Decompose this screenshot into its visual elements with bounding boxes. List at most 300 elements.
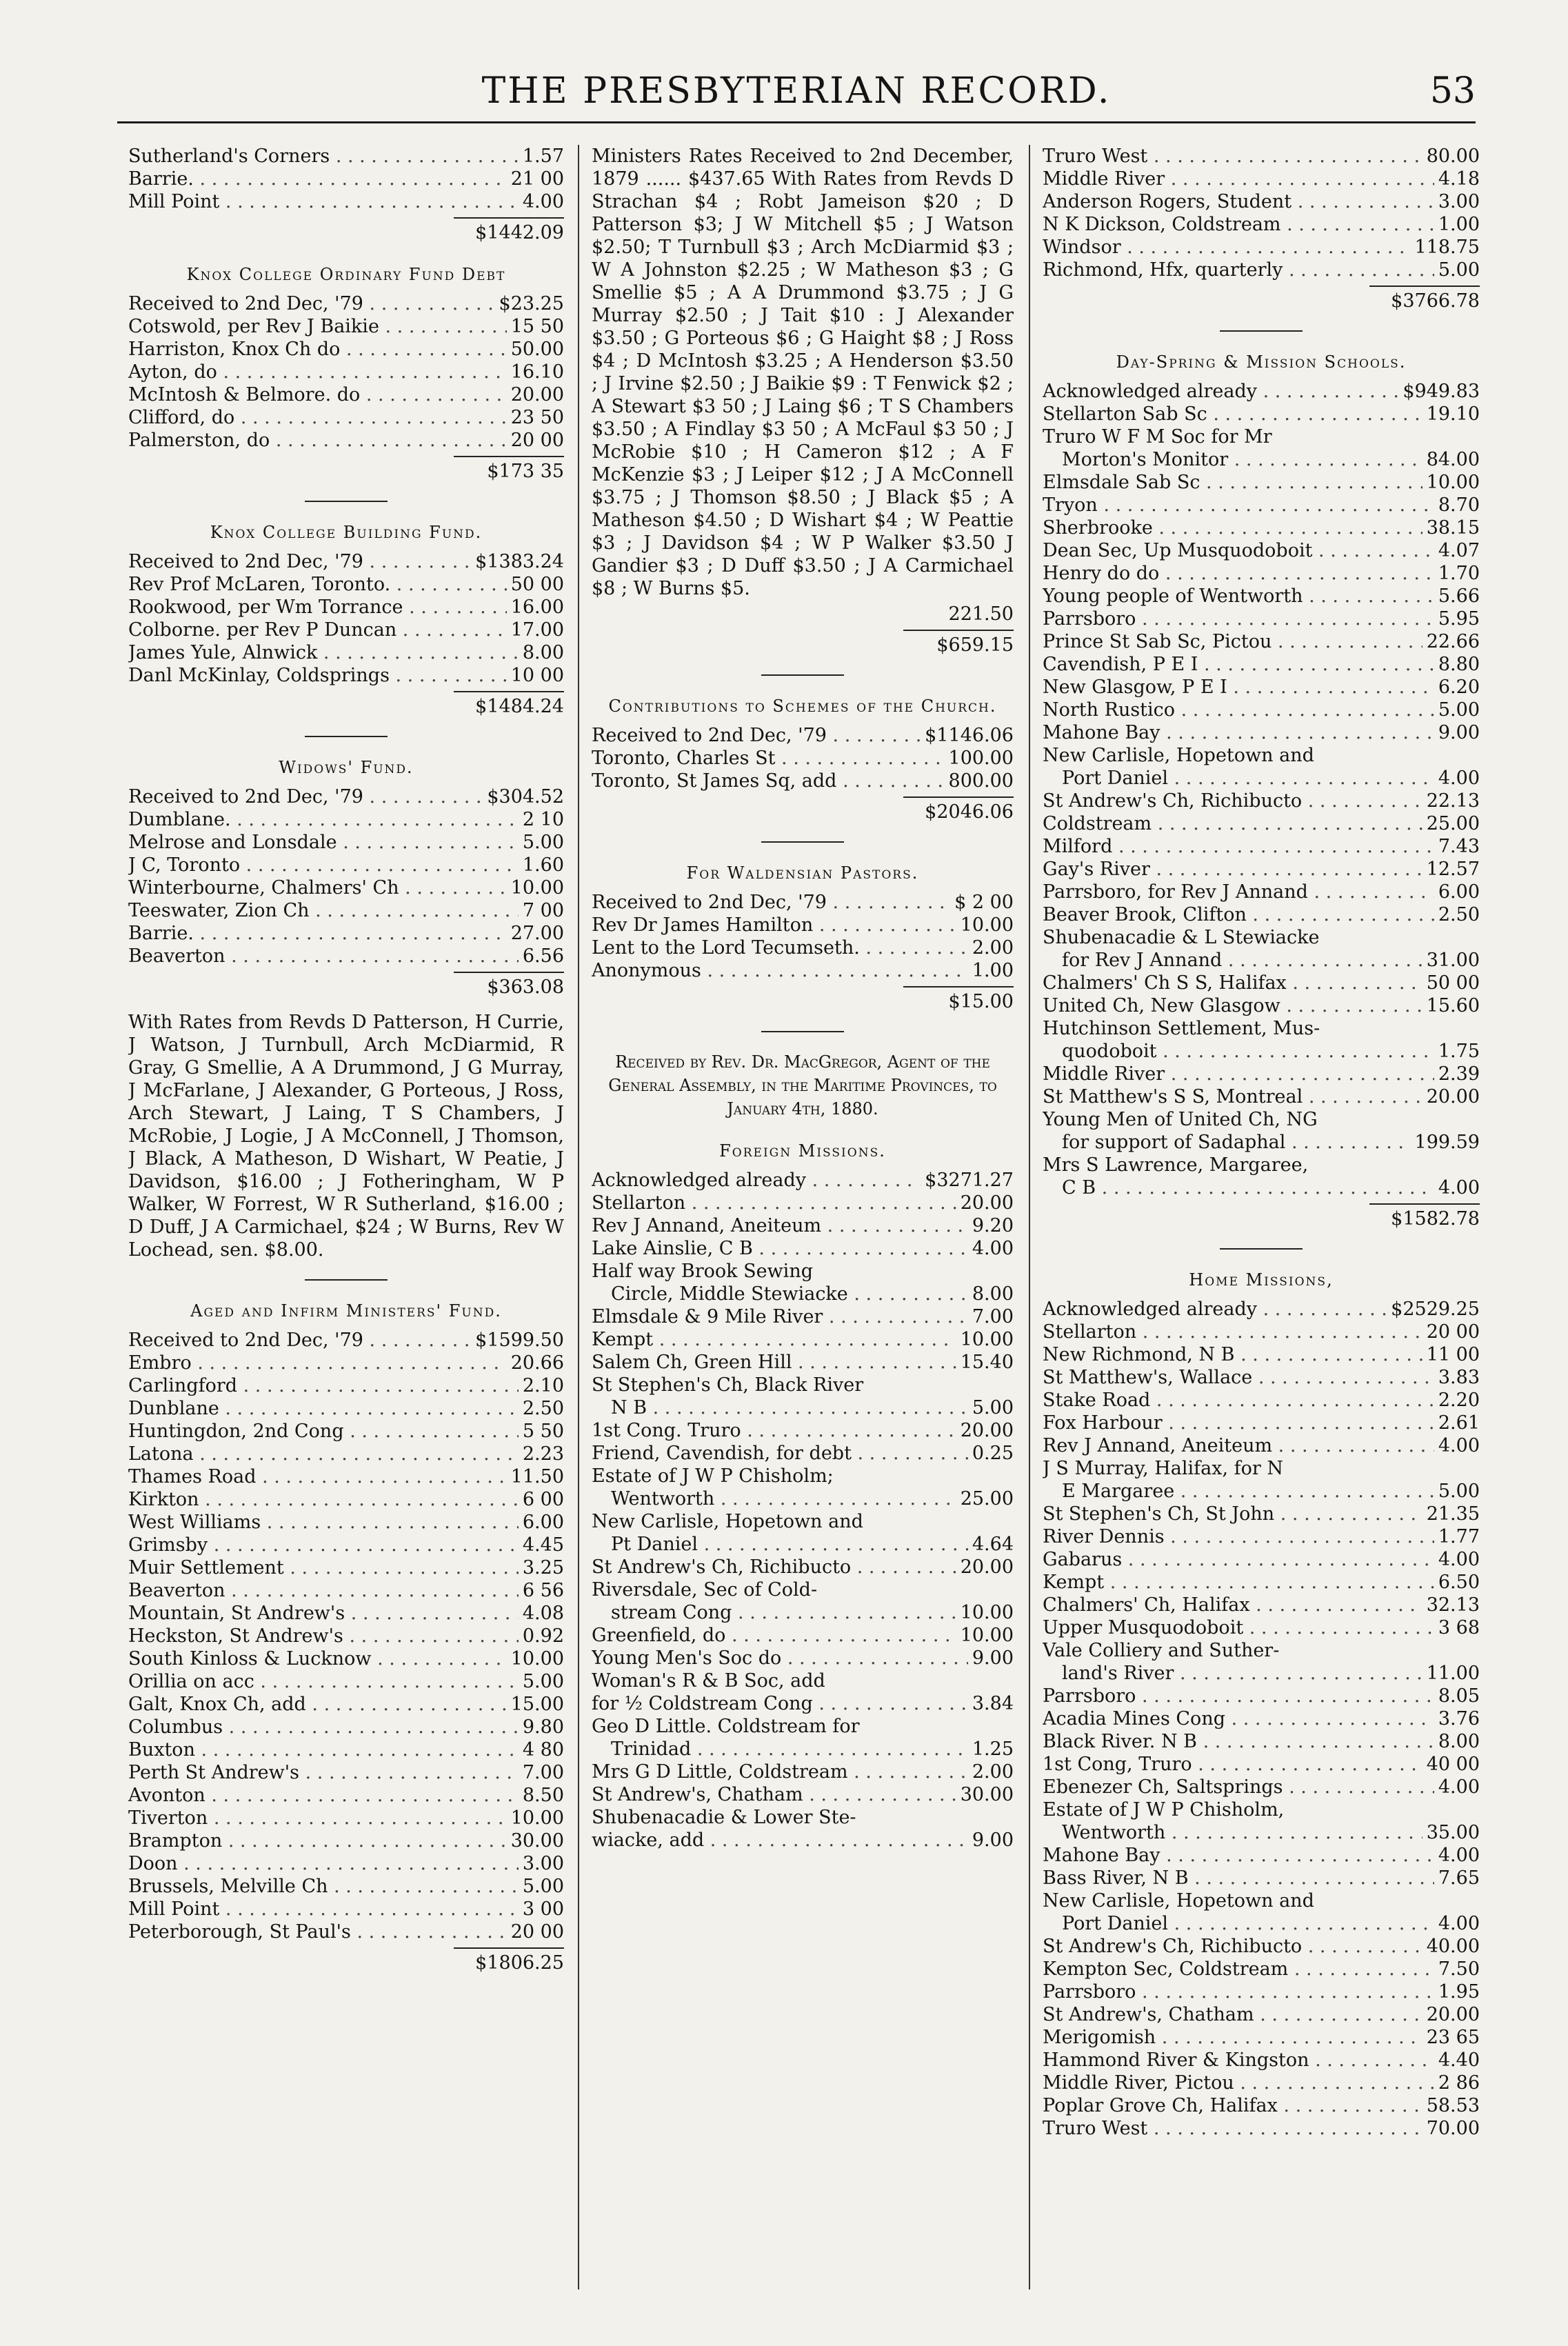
ledger-amount: 16.10 — [510, 361, 564, 383]
aged-list — [128, 1329, 564, 1943]
ledger-row — [592, 1260, 1014, 1283]
ledger-row — [1043, 1981, 1480, 2003]
ledger-label: Chalmers' Ch, Halifax . . . — [1043, 1594, 1423, 1616]
ledger-amount: 0.92 — [522, 1625, 564, 1647]
ledger-row — [1043, 994, 1480, 1017]
ledger-label: Buxton . . . — [128, 1738, 519, 1761]
ledger-label: Melrose and Lonsdale . . . — [128, 831, 519, 854]
ledger-row — [1043, 380, 1480, 403]
ledger-amount: 2.39 — [1438, 1063, 1480, 1085]
widows-list — [128, 785, 564, 968]
ledger-label: West Williams . . . — [128, 1511, 519, 1534]
ledger-row — [1043, 1366, 1480, 1389]
ledger-row — [128, 808, 564, 831]
ledger-amount: 8.00 — [522, 642, 564, 663]
ledger-amount: 5.66 — [1438, 585, 1480, 607]
ledger-amount: 1.00 — [972, 960, 1014, 981]
ledger-amount: $3271.27 — [925, 1170, 1014, 1191]
ledger-amount: 199.59 — [1414, 1132, 1480, 1153]
ledger-amount: 38.15 — [1426, 517, 1480, 539]
ledger-label: Black River. N B . . . — [1043, 1730, 1434, 1753]
ledger-row — [1043, 1434, 1480, 1457]
ledger-row — [128, 854, 564, 876]
ledger-label: Received to 2nd Dec, '79 . . . — [128, 785, 483, 808]
ledger-label: Kempton Sec, Coldstream . . . — [1043, 1958, 1434, 1981]
aged-heading: Aged and Infirm Ministers' Fund. — [190, 1301, 502, 1321]
ledger-label: Avonton . . . — [128, 1784, 519, 1807]
ledger-label: Port Daniel . . . — [1043, 767, 1434, 790]
ledger-label: Cotswold, per Rev J Baikie . . . — [128, 315, 507, 338]
ledger-amount: 4.00 — [1438, 1845, 1480, 1866]
ledger-label: Columbus . . . — [128, 1716, 519, 1738]
ledger-label: Barrie. . . . — [128, 922, 507, 945]
ledger-row — [592, 1374, 1014, 1396]
ledger-label: Dumblane. . . . — [128, 808, 519, 831]
ledger-amount: 4.00 — [972, 1238, 1014, 1259]
ledger-label: Port Daniel . . . — [1043, 1912, 1434, 1935]
ledger-amount: 4.00 — [1438, 1549, 1480, 1570]
ledger-amount: 32.13 — [1426, 1594, 1480, 1616]
ledger-row — [1043, 425, 1480, 448]
ledger-amount: 50.00 — [510, 339, 564, 360]
ledger-row — [592, 1692, 1014, 1715]
ledger-amount: 7.50 — [1438, 1958, 1480, 1980]
ledger-row — [592, 1715, 1014, 1738]
ledger-amount: 1.77 — [1438, 1526, 1480, 1547]
ledger-row — [1043, 585, 1480, 608]
ledger-label: Palmerston, do . . . — [128, 429, 507, 452]
ledger-label: quodoboit . . . — [1043, 1040, 1434, 1063]
ledger-row — [128, 922, 564, 945]
ledger-amount: 2.23 — [522, 1443, 564, 1465]
ledger-row — [1043, 744, 1480, 767]
ledger-label: Shubenacadie & L Stewiacke — [1043, 927, 1320, 948]
ledger-label: Received to 2nd Dec, '79 . . . — [592, 724, 921, 747]
ledger-row — [592, 1624, 1014, 1647]
ledger-row — [128, 292, 564, 315]
ledger-label: Parrsboro . . . — [1043, 608, 1434, 630]
ledger-amount: 20 00 — [510, 430, 564, 451]
ledger-amount: 20.00 — [960, 1556, 1014, 1578]
ledger-label: Middle River . . . — [1043, 1063, 1434, 1085]
ledger-amount: 80.00 — [1426, 146, 1480, 167]
ledger-row — [128, 1716, 564, 1738]
ledger-label: Truro West . . . — [1043, 145, 1423, 168]
ledger-amount: 5.00 — [522, 1671, 564, 1692]
ledger-row — [592, 1192, 1014, 1214]
ledger-row — [592, 1647, 1014, 1670]
page-number: 53 — [1429, 70, 1476, 112]
ledger-amount: 4 80 — [522, 1739, 564, 1761]
ledger-row — [592, 1419, 1014, 1442]
ledger-amount: 10 00 — [510, 665, 564, 686]
ledger-row — [592, 724, 1014, 747]
ledger-row — [1043, 1321, 1480, 1343]
ledger-label: J C, Toronto . . . — [128, 854, 519, 876]
ledger-row — [592, 914, 1014, 936]
ledger-amount: 20.00 — [1426, 2004, 1480, 2025]
ledger-row — [1043, 1776, 1480, 1798]
ledger-row — [128, 1693, 564, 1716]
ledger-amount: 50 00 — [1426, 972, 1480, 994]
ledger-row — [592, 1465, 1014, 1487]
page-title: THE PRESBYTERIAN RECORD. — [481, 70, 1112, 112]
ledger-label: Brussels, Melville Ch . . . — [128, 1875, 519, 1898]
ledger-label: Rev J Annand, Aneiteum . . . — [592, 1214, 968, 1237]
ledger-row — [592, 1601, 1014, 1624]
ledger-label: Teeswater, Zion Ch . . . — [128, 899, 519, 922]
ledger-amount: 58.53 — [1426, 2095, 1480, 2116]
ledger-amount: 6.00 — [522, 1512, 564, 1533]
ledger-row — [592, 1305, 1014, 1328]
ledger-amount: 1.25 — [972, 1738, 1014, 1760]
ledger-row — [592, 770, 1014, 792]
ledger-amount: 20.00 — [510, 384, 564, 405]
ledger-amount: 21 00 — [510, 168, 564, 190]
ledger-row — [1043, 1571, 1480, 1594]
ledger-row — [128, 1534, 564, 1556]
ledger-amount: 10.00 — [960, 1625, 1014, 1646]
foreign-heading: Foreign Missions. — [719, 1141, 886, 1161]
ledger-label: Prince St Sab Sc, Pictou . . . — [1043, 630, 1423, 653]
ledger-row — [128, 1784, 564, 1807]
ledger-amount: 7 00 — [522, 900, 564, 921]
ledger-row — [1043, 1912, 1480, 1935]
ledger-row — [128, 190, 564, 213]
ledger-amount: 15.60 — [1426, 995, 1480, 1016]
ledger-label: Young Men of United Ch, NG — [1043, 1109, 1318, 1130]
waldensian-heading: For Waldensian Pastors. — [686, 863, 919, 883]
ledger-amount: 21.35 — [1426, 1503, 1480, 1525]
ledger-amount: 11.50 — [510, 1466, 564, 1487]
ledger-row — [592, 1396, 1014, 1419]
ledger-label: Kirkton . . . — [128, 1488, 519, 1511]
ledger-label: Mahone Bay . . . — [1043, 1844, 1434, 1867]
ledger-row — [1043, 767, 1480, 790]
ledger-label: Ebenezer Ch, Saltsprings . . . — [1043, 1776, 1434, 1798]
ledger-amount: 800.00 — [948, 770, 1014, 792]
ledger-row — [128, 1420, 564, 1443]
ledger-row — [1043, 835, 1480, 858]
ledger-row — [1043, 1821, 1480, 1844]
ledger-row — [1043, 1685, 1480, 1707]
ledger-amount: 20 00 — [510, 1921, 564, 1943]
ledger-row — [128, 168, 564, 190]
ledger-label: Embro . . . — [128, 1352, 507, 1374]
foreign-list — [592, 1169, 1014, 1852]
ledger-label: Wentworth . . . — [592, 1487, 956, 1510]
ledger-amount: 6.20 — [1438, 676, 1480, 698]
ledger-row — [592, 1738, 1014, 1761]
ledger-row — [1043, 2049, 1480, 2072]
ledger-label: Thames Road . . . — [128, 1465, 507, 1488]
ledger-row — [128, 1852, 564, 1875]
ledger-row — [1043, 1958, 1480, 1981]
ledger-amount: $23.25 — [499, 293, 564, 314]
divider — [761, 1031, 844, 1032]
ledger-row — [128, 641, 564, 664]
ledger-label: Salem Ch, Green Hill . . . — [592, 1351, 956, 1374]
ledger-amount: 118.75 — [1414, 237, 1480, 258]
ledger-label: for ½ Coldstream Cong . . . — [592, 1692, 968, 1715]
ledger-row — [592, 1783, 1014, 1806]
ledger-row — [1043, 1525, 1480, 1548]
ledger-row — [1043, 1707, 1480, 1730]
ledger-amount: 9.00 — [1438, 722, 1480, 743]
ledger-row — [1043, 1503, 1480, 1525]
ledger-row — [1043, 1867, 1480, 1889]
ledger-row — [592, 1328, 1014, 1351]
ledger-row — [592, 1214, 1014, 1237]
ledger-label: Rev Dr James Hamilton . . . — [592, 914, 956, 936]
ledger-amount: 15.00 — [510, 1694, 564, 1715]
ledger-amount: 5.95 — [1438, 608, 1480, 630]
ledger-label: Colborne. per Rev P Duncan . . . — [128, 619, 507, 641]
ledger-amount: 1.95 — [1438, 1981, 1480, 2003]
ledger-label: McIntosh & Belmore. do . . . — [128, 383, 507, 406]
ledger-label: Trinidad . . . — [592, 1738, 968, 1761]
ledger-label: Windsor . . . — [1043, 236, 1411, 259]
ledger-row — [1043, 2003, 1480, 2026]
ledger-amount: $1383.24 — [475, 551, 564, 572]
ledger-amount: 100.00 — [948, 748, 1014, 769]
ledger-label: Huntingdon, 2nd Cong . . . — [128, 1420, 519, 1443]
ledger-label: Peterborough, St Paul's . . . — [128, 1921, 507, 1943]
ledger-amount: 15 50 — [510, 316, 564, 337]
ledger-row — [128, 1397, 564, 1420]
ledger-label: Gabarus . . . — [1043, 1548, 1434, 1571]
ledger-amount: $304.52 — [487, 786, 564, 808]
ledger-amount: 9.20 — [972, 1215, 1014, 1236]
top-total: $3766.78 — [1043, 285, 1480, 312]
ledger-row — [1043, 1040, 1480, 1063]
ledger-amount: 8.80 — [1438, 654, 1480, 675]
ledger-row — [1043, 1457, 1480, 1480]
ledger-amount: 10.00 — [510, 1807, 564, 1829]
ledger-label: Heckston, St Andrew's . . . — [128, 1625, 519, 1647]
ledger-row — [1043, 790, 1480, 812]
ledger-label: New Richmond, N B . . . — [1043, 1343, 1423, 1366]
ledger-amount: 5.00 — [1438, 1481, 1480, 1502]
ledger-label: Hutchinson Settlement, Mus- — [1043, 1018, 1320, 1039]
ledger-row — [1043, 1154, 1480, 1176]
ledger-amount: 23 50 — [510, 407, 564, 428]
ledger-label: St Andrew's, Chatham . . . — [1043, 2003, 1423, 2026]
home-list — [1043, 1298, 1480, 2140]
ledger-row — [592, 1487, 1014, 1510]
received-heading: Received by Rev. Dr. MacGregor, Agent of the General Assembly, in the Maritime Provinces, to January 4th, 1880. — [608, 1052, 997, 1119]
ledger-label: Estate of J W P Chisholm; — [592, 1465, 834, 1487]
ledger-row — [1043, 539, 1480, 562]
schemes-total: $2046.06 — [592, 796, 1014, 823]
ledger-row — [1043, 1889, 1480, 1912]
ministers-total: $659.15 — [592, 630, 1014, 656]
divider — [305, 501, 388, 502]
ledger-label: River Dennis . . . — [1043, 1525, 1434, 1548]
ledger-label: Parrsboro, for Rev J Annand . . . — [1043, 881, 1434, 903]
ledger-label: Acknowledged already . . . — [592, 1169, 921, 1192]
ledger-row — [1043, 2117, 1480, 2140]
divider — [761, 674, 844, 676]
ledger-row — [1043, 1017, 1480, 1040]
ledger-row — [1043, 448, 1480, 471]
divider — [305, 1279, 388, 1281]
ledger-row — [1043, 471, 1480, 494]
ledger-label: Elmsdale & 9 Mile River . . . — [592, 1305, 968, 1328]
ledger-label: Kempt . . . — [1043, 1571, 1434, 1594]
ledger-amount: 40 00 — [1426, 1754, 1480, 1775]
ledger-label: Mill Point . . . — [128, 190, 519, 213]
ledger-amount: 25.00 — [1426, 813, 1480, 834]
ledger-row — [1043, 1798, 1480, 1821]
ledger-amount: 6.50 — [1438, 1572, 1480, 1593]
ledger-row — [1043, 1343, 1480, 1366]
ledger-amount: 3.83 — [1438, 1367, 1480, 1388]
ledger-label: Rev Prof McLaren, Toronto. . . . — [128, 573, 507, 596]
ledger-label: Friend, Cavendish, for debt . . . — [592, 1442, 968, 1465]
ledger-label: Fox Harbour . . . — [1043, 1412, 1434, 1434]
ledger-label: Elmsdale Sab Sc . . . — [1043, 471, 1423, 494]
ledger-label: Bass River, N B . . . — [1043, 1867, 1434, 1889]
ledger-row — [128, 1761, 564, 1784]
ledger-amount: 70.00 — [1426, 2118, 1480, 2139]
ledger-row — [128, 145, 564, 168]
ledger-amount: 4.40 — [1438, 2049, 1480, 2071]
ledger-row — [128, 1511, 564, 1534]
ledger-label: Received to 2nd Dec, '79 . . . — [128, 1329, 471, 1352]
ledger-amount: 10.00 — [1426, 472, 1480, 493]
ledger-amount: 3.76 — [1438, 1708, 1480, 1730]
ledger-row — [1043, 676, 1480, 699]
ledger-label: Morton's Monitor . . . — [1043, 448, 1423, 471]
ledger-row — [1043, 972, 1480, 994]
ledger-row — [1043, 1480, 1480, 1503]
ledger-label: Kempt . . . — [592, 1328, 956, 1351]
ledger-row — [1043, 562, 1480, 585]
ledger-row — [1043, 259, 1480, 281]
ledger-amount: 7.43 — [1438, 836, 1480, 857]
ledger-amount: 16.00 — [510, 596, 564, 618]
ledger-row — [128, 361, 564, 383]
ledger-label: Sherbrooke . . . — [1043, 517, 1423, 539]
ledger-row — [1043, 168, 1480, 190]
ledger-label: Middle River, Pictou . . . — [1043, 2072, 1434, 2094]
ledger-amount: 31.00 — [1426, 950, 1480, 971]
ledger-row — [1043, 2072, 1480, 2094]
ledger-row — [128, 1898, 564, 1921]
ledger-row — [128, 876, 564, 899]
ledger-label: for support of Sadaphal . . . — [1043, 1131, 1411, 1154]
ledger-amount: 3 68 — [1438, 1617, 1480, 1638]
ledger-label: Upper Musquodoboit . . . — [1043, 1616, 1434, 1639]
ledger-amount: 0.25 — [972, 1443, 1014, 1464]
ledger-row — [128, 1829, 564, 1852]
ledger-label: Richmond, Hfx, quarterly . . . — [1043, 259, 1434, 281]
ledger-label: Wentworth . . . — [1043, 1821, 1423, 1844]
ledger-row — [128, 619, 564, 641]
ledger-row — [128, 831, 564, 854]
ledger-amount: 4.00 — [1438, 1435, 1480, 1456]
ledger-label: Mrs G D Little, Coldstream . . . — [592, 1761, 968, 1783]
column-2 — [578, 145, 1014, 2289]
ledger-label: Rev J Annand, Aneiteum . . . — [1043, 1434, 1434, 1457]
ledger-row — [128, 664, 564, 687]
waldensian-total: $15.00 — [592, 986, 1014, 1013]
ledger-amount: 1.75 — [1438, 1041, 1480, 1062]
ledger-amount: 20.00 — [1426, 1086, 1480, 1107]
ledger-row — [1043, 1108, 1480, 1131]
ledger-amount: 4.00 — [1438, 1913, 1480, 1934]
ledger-row — [128, 406, 564, 429]
ledger-label: Lent to the Lord Tecumseth. . . . — [592, 936, 968, 959]
ledger-label: Truro W F M Soc for Mr — [1043, 426, 1272, 448]
ledger-label: Anonymous . . . — [592, 959, 968, 982]
ledger-label: Carlingford . . . — [128, 1374, 519, 1397]
ledger-row — [1043, 630, 1480, 653]
ledger-label: Received to 2nd Dec, '79 . . . — [128, 550, 471, 573]
ledger-label: St Matthew's, Wallace . . . — [1043, 1366, 1434, 1389]
ledger-label: Galt, Knox Ch, add . . . — [128, 1693, 507, 1716]
ledger-row — [1043, 653, 1480, 676]
ledger-row — [1043, 1548, 1480, 1571]
ledger-amount: 12.57 — [1426, 859, 1480, 880]
widows-heading: Widows' Fund. — [279, 758, 414, 777]
ledger-amount: 2.00 — [972, 1761, 1014, 1783]
ledger-row — [128, 1443, 564, 1465]
ledger-label: Received to 2nd Dec, '79 . . . — [128, 292, 495, 315]
ledger-label: wiacke, add . . . — [592, 1829, 968, 1852]
ledger-amount: 23 65 — [1426, 2027, 1480, 2048]
ledger-row — [1043, 903, 1480, 926]
ledger-amount: 20.00 — [960, 1192, 1014, 1214]
ledger-label: St Andrew's, Chatham . . . — [592, 1783, 956, 1806]
waldensian-list — [592, 891, 1014, 982]
ledger-row — [1043, 2094, 1480, 2117]
ledger-label: New Carlisle, Hopetown and — [592, 1511, 863, 1532]
ledger-row — [592, 1556, 1014, 1578]
ledger-row — [1043, 2026, 1480, 2049]
ledger-amount: 10.00 — [510, 1648, 564, 1670]
ledger-label: St Andrew's Ch, Richibucto . . . — [1043, 1935, 1423, 1958]
ledger-amount: 5.00 — [1438, 699, 1480, 721]
ledger-label: Stake Road . . . — [1043, 1389, 1434, 1412]
ledger-row — [128, 945, 564, 968]
ledger-row — [128, 1625, 564, 1647]
divider — [1220, 1248, 1303, 1250]
column-1 — [128, 145, 564, 2289]
ledger-amount: 6.56 — [522, 945, 564, 967]
ledger-amount: 6 56 — [522, 1580, 564, 1601]
knox-building-total: $1484.24 — [128, 691, 564, 718]
ledger-row — [128, 899, 564, 922]
widows-total: $363.08 — [128, 972, 564, 999]
ledger-row — [592, 936, 1014, 959]
ledger-label: Brampton . . . — [128, 1829, 507, 1852]
ledger-amount: 8.70 — [1438, 494, 1480, 516]
ledger-row — [592, 1237, 1014, 1260]
ledger-amount: $2529.25 — [1391, 1299, 1480, 1320]
ledger-row — [1043, 1412, 1480, 1434]
ledger-row — [1043, 812, 1480, 835]
ledger-amount: 25.00 — [960, 1488, 1014, 1510]
ledger-label: Henry do do . . . — [1043, 562, 1434, 585]
ledger-label: 1st Cong. Truro . . . — [592, 1419, 956, 1442]
divider — [305, 736, 388, 737]
ledger-amount: 10.00 — [960, 914, 1014, 936]
ledger-row — [592, 1578, 1014, 1601]
ledger-amount: 22.66 — [1426, 631, 1480, 652]
ledger-amount: 11 00 — [1426, 1344, 1480, 1365]
